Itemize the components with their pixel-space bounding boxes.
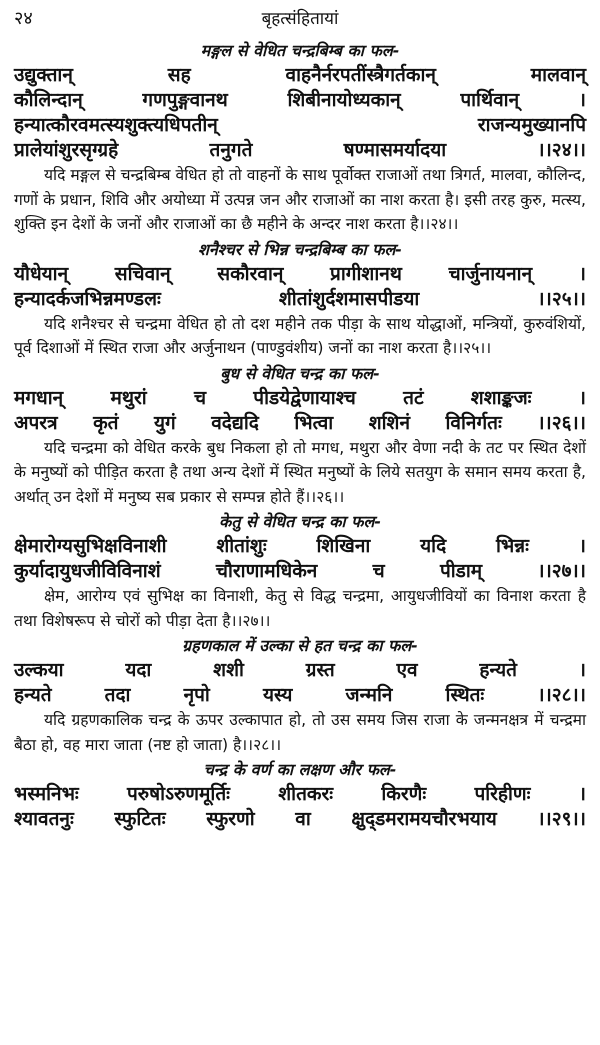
verse-line bbox=[14, 63, 586, 88]
verse-word: शीतांशुः bbox=[216, 535, 267, 557]
verse-word: परुषोऽरुणमूर्तिः bbox=[127, 783, 230, 805]
verse-word: ।।२६।। bbox=[537, 411, 586, 434]
verse-word: ।।२९।। bbox=[537, 808, 586, 830]
running-title: बृहत्संहितायां bbox=[261, 9, 339, 29]
section bbox=[14, 511, 586, 633]
verse-word: च bbox=[193, 386, 207, 409]
verse-word: सह bbox=[167, 64, 191, 86]
verse-word: शशिनं bbox=[368, 411, 410, 434]
verse-word: पीडयेद्वेणायाश्च bbox=[253, 386, 356, 409]
commentary-text: यदि ग्रहणकालिक चन्द्र के ऊपर उल्कापात हो, तो उस समय जिस राजा के जन्मनक्षत्र में चन्द्रमा बैठा हो, वह मारा जाता (नष्ट हो जाता) है।।२८।। bbox=[14, 711, 586, 754]
verse-word: एव bbox=[396, 659, 418, 681]
commentary-text: क्षेम, आरोग्य एवं सुभिक्ष का विनाशी, केतु से विद्ध चन्द्रमा, आयुधजीवियों का विनाश करता है तथा विशेषरूप से चोरों को पीड़ा देता है।।२७।। bbox=[14, 587, 586, 630]
verse-word: किरणैः bbox=[381, 783, 427, 805]
verse-line bbox=[14, 411, 586, 436]
section bbox=[14, 759, 586, 832]
verse-line bbox=[14, 386, 586, 411]
verse-word: परिहीणः bbox=[474, 783, 531, 805]
verse-word: अपरत्र bbox=[14, 411, 58, 434]
verse-line bbox=[14, 113, 586, 138]
verse bbox=[14, 782, 586, 832]
verse-line bbox=[14, 534, 586, 559]
verse-word: यदा bbox=[125, 659, 152, 681]
verse-word: भिन्नः bbox=[495, 535, 529, 557]
verse-word: पार्थिवान् bbox=[460, 89, 520, 111]
section bbox=[14, 40, 586, 237]
verse-word: । bbox=[578, 659, 586, 681]
verse-line bbox=[14, 262, 586, 287]
verse-word: श्यावतनुः bbox=[14, 808, 74, 830]
verse-word: सकौरवान् bbox=[217, 262, 284, 285]
verse-line bbox=[14, 559, 586, 584]
verse-word: हन्यते bbox=[479, 659, 517, 681]
verse-word: शीतकरः bbox=[278, 783, 334, 805]
verse-word: कृतं bbox=[93, 411, 119, 434]
verse-word: चौराणामधिकेन bbox=[215, 560, 318, 582]
verse-word: तनुगते bbox=[209, 139, 253, 161]
verse-word: स्फुटितः bbox=[114, 808, 166, 830]
verse-line bbox=[14, 658, 586, 683]
commentary-text: यदि मङ्गल से चन्द्रबिम्ब वेधित हो तो वाहनों के साथ पूर्वोक्त राजाओं तथा त्रिगर्त, मालवा, कौलिन्द, गणों के प्रधान, शिवि और अयोध्या में उत्पन्न जन और राजाओं का नाश करता है। इसी तरह कुरु, मत्स्य, शुक्ति इन देशों के जनों और राजाओं का छै महीने के अन्दर नाश करता है।।२४।। bbox=[14, 166, 586, 233]
verse-word: प्रागीशानथ bbox=[330, 262, 402, 285]
verse-word: चार्जुनायनान् bbox=[448, 262, 533, 285]
verse-word: हन्यात्कौरवमत्स्यशुक्त्यधिपतीन् bbox=[14, 114, 218, 136]
verse-word: शशाङ्कजः bbox=[470, 386, 532, 409]
verse-word: वा bbox=[295, 808, 311, 830]
section-heading: बुध से वेधित चन्द्र का फल- bbox=[220, 363, 380, 383]
verse-word: तदा bbox=[104, 684, 131, 706]
verse-line bbox=[14, 683, 586, 708]
verse-line bbox=[14, 782, 586, 807]
verse-word: गणपुङ्गवानथ bbox=[142, 89, 228, 111]
verse-word: । bbox=[578, 262, 586, 285]
verse-word: । bbox=[578, 783, 586, 805]
section-heading: मङ्गल से वेधित चन्द्रबिम्ब का फल- bbox=[200, 41, 400, 60]
verse-word: यौधेयान् bbox=[14, 262, 69, 285]
verse-word: । bbox=[578, 386, 586, 409]
verse-word: यस्य bbox=[262, 684, 293, 706]
verse-word: । bbox=[578, 535, 586, 557]
commentary-text: यदि चन्द्रमा को वेधित करके बुध निकला हो तो मगध, मथुरा और वेणा नदी के तट पर स्थित देशों के मनुष्यों को पीड़ित करता है तथा अन्य देशों में स्थित मनुष्यों के लिये सतयुग के समान समय करता है, अर्थात् उन देशों में मनुष्य सब प्रकार से सम्पन्न होते हैं।।२६।। bbox=[14, 438, 586, 506]
verse-word: क्षुद्डमरामयचौरभयाय bbox=[351, 808, 497, 830]
verse-word: कौलिन्दान् bbox=[14, 89, 83, 111]
section-heading: शनैश्चर से भिन्न चन्द्रबिम्ब का फल- bbox=[198, 239, 402, 259]
page-content bbox=[14, 40, 586, 832]
verse-word: विनिर्गतः bbox=[445, 411, 502, 434]
verse-word: यदि bbox=[420, 535, 447, 557]
verse-word: प्रालेयांशुरसृग्ग्रहे bbox=[14, 139, 119, 161]
section bbox=[14, 635, 586, 757]
section bbox=[14, 239, 586, 361]
verse-word: मालवान् bbox=[530, 64, 586, 86]
verse-word: उद्युक्तान् bbox=[14, 64, 73, 86]
verse-word: नृपो bbox=[183, 684, 210, 706]
verse-word: स्फुरणो bbox=[206, 808, 255, 830]
verse-word: हन्यादर्कजभिन्नमण्डलः bbox=[14, 287, 161, 310]
verse-word: ।।२८।। bbox=[537, 684, 586, 706]
section-heading: चन्द्र के वर्ण का लक्षण और फल- bbox=[203, 760, 397, 779]
page-header bbox=[14, 0, 586, 38]
verse-word: राजन्यमुख्यानपि bbox=[477, 114, 586, 136]
verse bbox=[14, 262, 586, 312]
verse-line bbox=[14, 807, 586, 832]
verse-word: सचिवान् bbox=[114, 262, 171, 285]
verse-word: भस्मनिभः bbox=[14, 783, 79, 805]
verse-word: उल्कया bbox=[14, 659, 64, 681]
verse-word: जन्मनि bbox=[345, 684, 393, 706]
verse-word: शिखिना bbox=[316, 535, 371, 557]
verse-word: । bbox=[578, 89, 586, 111]
verse-word: शीतांशुर्दशमासपीडया bbox=[278, 287, 420, 310]
verse-word: ग्रस्त bbox=[305, 659, 335, 681]
verse-word: षण्मासमर्यादया bbox=[343, 139, 447, 161]
verse bbox=[14, 386, 586, 436]
verse-word: वदेद्यदि bbox=[211, 411, 259, 434]
verse-word: शशी bbox=[213, 659, 244, 681]
section-heading: केतु से वेधित चन्द्र का फल- bbox=[219, 512, 381, 531]
verse-word: कुर्यादायुधजीविविनाशं bbox=[14, 560, 161, 582]
verse-word: च bbox=[372, 560, 385, 582]
verse bbox=[14, 658, 586, 708]
verse-word: पीडाम् bbox=[439, 560, 483, 582]
verse-word: शिबीनायोध्यकान् bbox=[287, 89, 401, 111]
verse bbox=[14, 63, 586, 163]
section bbox=[14, 363, 586, 510]
page-number: २४ bbox=[14, 8, 33, 29]
verse-line bbox=[14, 138, 586, 163]
section-heading: ग्रहणकाल में उल्का से हत चन्द्र का फल- bbox=[182, 636, 418, 655]
verse-word: वाहनैर्नरपतींस्त्रैगर्तकान् bbox=[285, 64, 436, 86]
verse-word: क्षेमारोग्यसुभिक्षविनाशी bbox=[14, 535, 167, 557]
verse bbox=[14, 534, 586, 584]
verse-line bbox=[14, 287, 586, 312]
verse-word: ।।२७।। bbox=[537, 560, 586, 582]
verse-word: मथुरां bbox=[110, 386, 147, 409]
verse-word: भित्वा bbox=[294, 411, 334, 434]
verse-line bbox=[14, 88, 586, 113]
verse-word: युगं bbox=[154, 411, 176, 434]
verse-word: हन्यते bbox=[14, 684, 52, 706]
verse-word: मगधान् bbox=[14, 386, 64, 409]
verse-word: स्थितः bbox=[445, 684, 485, 706]
verse-word: ।।२४।। bbox=[537, 139, 586, 161]
verse-word: तटं bbox=[403, 386, 424, 409]
commentary-text: यदि शनैश्चर से चन्द्रमा वेधित हो तो दश महीने तक पीड़ा के साथ योद्धाओं, मन्त्रियों, कुरुवंशियों, पूर्व दिशाओं में स्थित राजा और अर्जुनाथन (पाण्डुवंशीय) जनों का नाश करता है।।२५।। bbox=[14, 314, 586, 357]
verse-word: ।।२५।। bbox=[537, 287, 586, 310]
